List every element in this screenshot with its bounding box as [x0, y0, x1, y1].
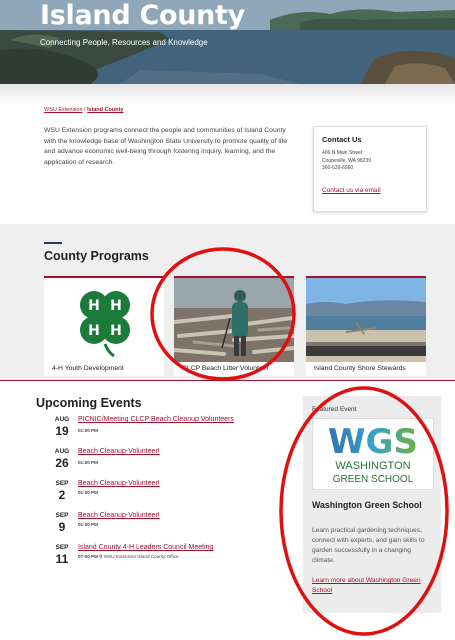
event-time: 01:00 PM	[78, 460, 98, 465]
breadcrumb-current[interactable]: Island County	[87, 107, 124, 113]
event-time-value: 07:00 PM	[78, 554, 98, 559]
address-line-1: 406 N Main Street	[322, 150, 363, 156]
contact-heading: Contact Us	[322, 135, 362, 144]
event-day: 2	[58, 488, 66, 502]
contact-card	[313, 126, 427, 212]
featured-kicker: Featured Event	[312, 406, 357, 413]
svg-text:H: H	[110, 323, 122, 339]
4h-clover-logo-icon	[44, 278, 164, 362]
featured-learn-more-link[interactable]: Learn more about Washington Green School	[312, 577, 421, 594]
svg-text:H: H	[110, 298, 122, 314]
hero-banner	[0, 0, 455, 84]
featured-event-panel	[303, 396, 441, 613]
section-divider	[0, 380, 455, 381]
event-title-link[interactable]: Beach Cleanup-Volunteer!	[78, 512, 160, 519]
program-card-shore-stewards[interactable]	[306, 276, 426, 376]
event-location: WSU Extension Island County Office	[103, 554, 179, 559]
logo-line-2: GREEN SCHOOL	[332, 474, 414, 485]
event-title-link[interactable]: Beach Cleanup-Volunteer!	[78, 448, 160, 455]
events-heading: Upcoming Events	[36, 396, 142, 410]
location-pin-icon: ⚲	[99, 554, 103, 559]
page-title: Island County	[40, 0, 245, 31]
event-time: 01:00 PM	[78, 522, 98, 527]
hero-fade	[0, 84, 455, 104]
event-day: 9	[58, 520, 66, 534]
featured-description: Learn practical gardening techniques, connect with experts, and gain skills to garden successfully in a changing climate.	[312, 527, 425, 564]
event-time: 01:00 PM	[78, 428, 98, 433]
event-title-link[interactable]: PICNIC/Meeting CLCP Beach Cleanup Volunteers	[78, 416, 234, 423]
contact-email-link[interactable]: Contact us via email	[322, 186, 381, 194]
logo-wordmark: WGS	[328, 422, 418, 462]
section-accent-bar	[44, 242, 62, 244]
program-card-label: Island County Shore Stewards	[314, 365, 406, 372]
svg-text:H: H	[88, 298, 100, 314]
event-title-link[interactable]: Island County 4-H Leaders Council Meeting	[78, 544, 214, 551]
county-programs-section	[0, 224, 455, 380]
event-day: 26	[55, 456, 69, 470]
event-time: 01:00 PM	[78, 490, 98, 495]
address-line-2: Coupeville, WA 98239	[322, 157, 372, 164]
program-card-clcp[interactable]	[174, 276, 294, 376]
event-day: 11	[55, 552, 69, 566]
beach-volunteer-photo-icon	[174, 278, 294, 362]
contact-address	[322, 150, 418, 173]
breadcrumb-wsu-extension[interactable]: WSU Extension	[44, 107, 83, 113]
event-month: AUG	[54, 448, 70, 455]
logo-line-1: WASHINGTON	[335, 460, 411, 472]
program-card-label: 4-H Youth Development	[52, 365, 124, 372]
svg-text:H: H	[88, 323, 100, 339]
event-title-link[interactable]: Beach Cleanup-Volunteer!	[78, 480, 160, 487]
event-time	[78, 554, 179, 560]
event-month: SEP	[55, 512, 69, 519]
breadcrumb	[44, 107, 123, 113]
programs-heading: County Programs	[44, 249, 149, 263]
contact-phone: 360-639-6060	[322, 165, 354, 171]
featured-title: Washington Green School	[312, 500, 422, 510]
shoreline-photo-icon	[306, 278, 426, 362]
intro-paragraph: WSU Extension programs connect the people and communities of Island County with the knowledge base of Washington State University to promote quality of life and advance economic well-being through fostering inquiry, learning, and the application of research.	[44, 127, 288, 166]
program-card-4h[interactable]	[44, 276, 164, 376]
event-month: SEP	[55, 544, 69, 551]
hero-tagline: Connecting People, Resources and Knowledge	[40, 38, 208, 47]
program-card-label: CLCP Beach Litter Volunteer	[182, 365, 269, 372]
washington-green-school-logo[interactable]	[312, 418, 434, 490]
event-day: 19	[55, 424, 69, 438]
breadcrumb-separator: /	[84, 107, 86, 113]
event-month: SEP	[55, 480, 69, 487]
event-month: AUG	[54, 416, 70, 423]
